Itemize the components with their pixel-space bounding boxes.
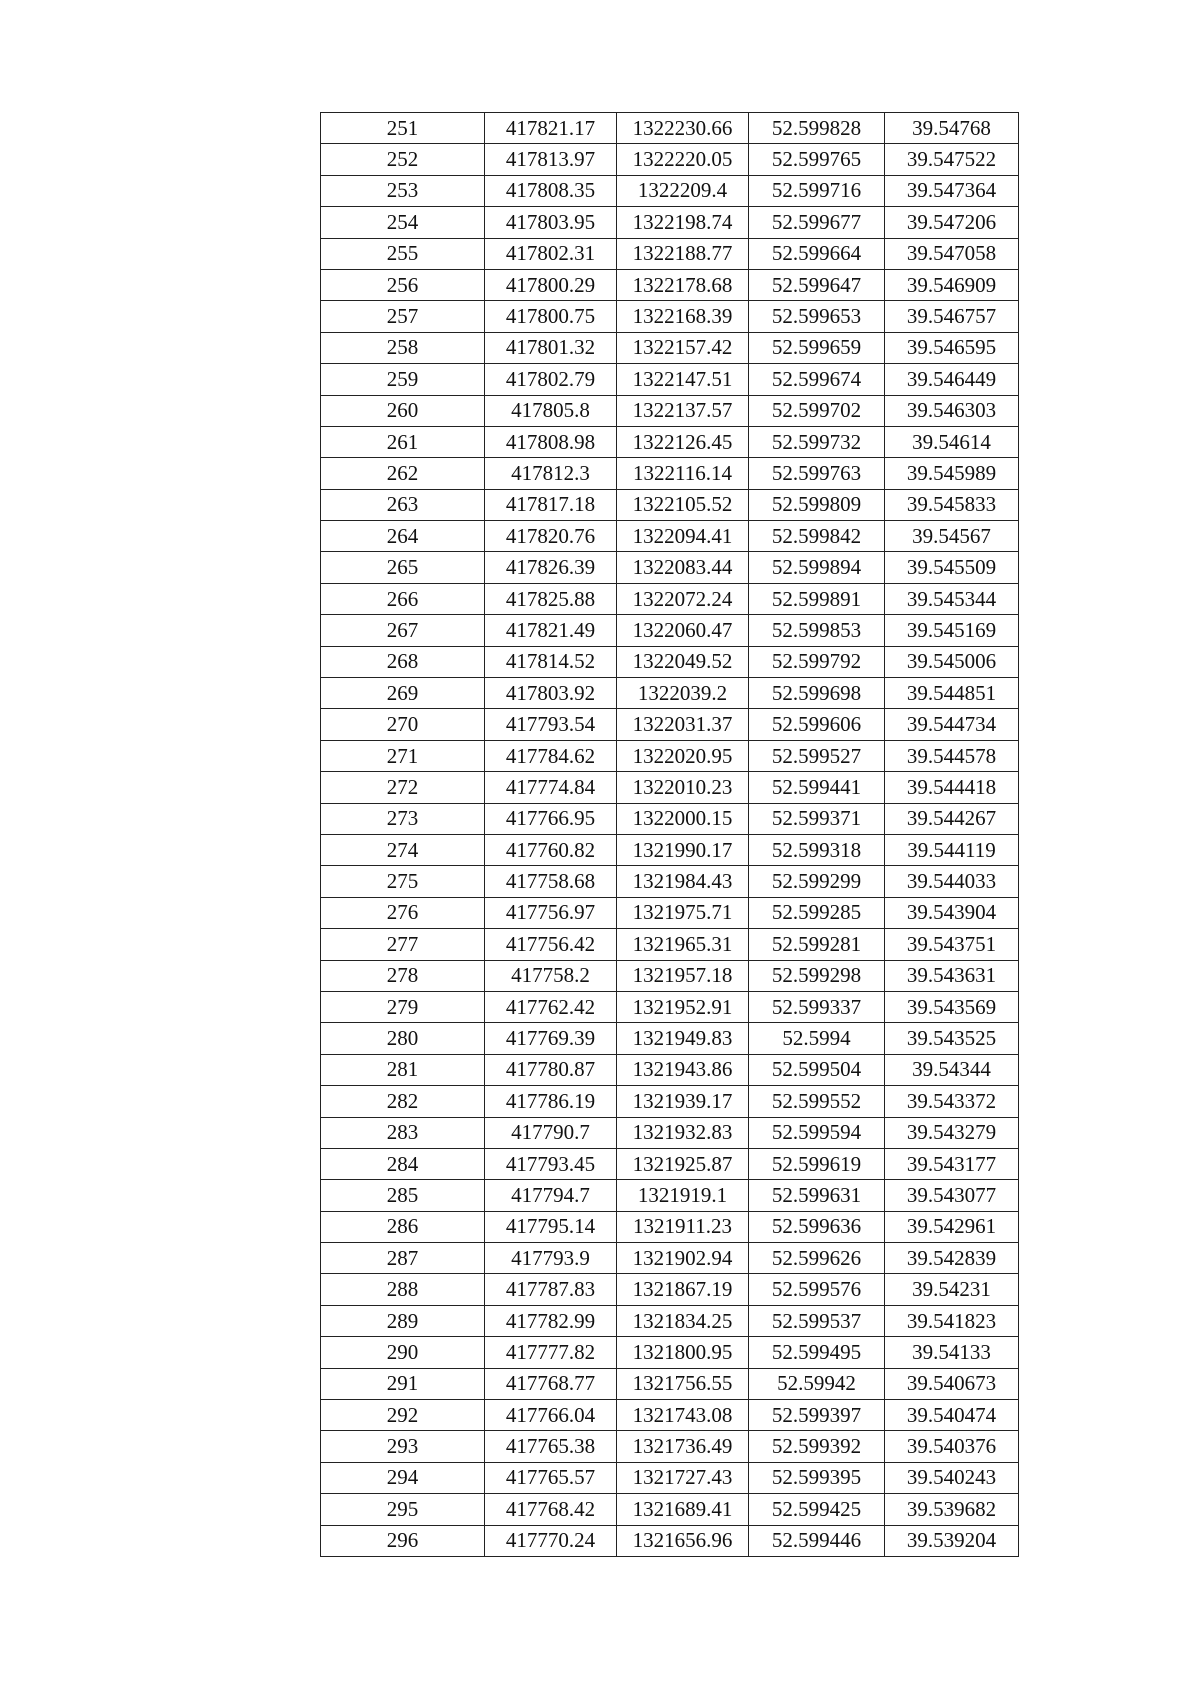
latitude-cell: 52.599576	[749, 1274, 885, 1305]
table-row	[321, 709, 1019, 740]
y-coordinate-cell: 1322220.05	[617, 144, 749, 175]
x-coordinate-cell: 417756.97	[485, 897, 617, 928]
y-coordinate-cell: 1322072.24	[617, 583, 749, 614]
latitude-cell: 52.599765	[749, 144, 885, 175]
y-coordinate-cell: 1322157.42	[617, 332, 749, 363]
x-coordinate-cell: 417794.7	[485, 1180, 617, 1211]
x-coordinate-cell: 417768.42	[485, 1494, 617, 1525]
point-number-cell: 260	[321, 395, 485, 426]
y-coordinate-cell: 1321689.41	[617, 1494, 749, 1525]
x-coordinate-cell: 417793.54	[485, 709, 617, 740]
y-coordinate-cell: 1322137.57	[617, 395, 749, 426]
table-row	[321, 772, 1019, 803]
latitude-cell: 52.599397	[749, 1400, 885, 1431]
x-coordinate-cell: 417758.68	[485, 866, 617, 897]
y-coordinate-cell: 1322168.39	[617, 301, 749, 332]
x-coordinate-cell: 417780.87	[485, 1054, 617, 1085]
point-number-cell: 259	[321, 364, 485, 395]
longitude-cell: 39.543569	[885, 991, 1019, 1022]
longitude-cell: 39.544734	[885, 709, 1019, 740]
table-row	[321, 740, 1019, 771]
longitude-cell: 39.54231	[885, 1274, 1019, 1305]
longitude-cell: 39.544033	[885, 866, 1019, 897]
table-row	[321, 1462, 1019, 1493]
longitude-cell: 39.547206	[885, 207, 1019, 238]
table-row	[321, 1243, 1019, 1274]
y-coordinate-cell: 1321932.83	[617, 1117, 749, 1148]
longitude-cell: 39.547058	[885, 238, 1019, 269]
latitude-cell: 52.59942	[749, 1368, 885, 1399]
longitude-cell: 39.54133	[885, 1337, 1019, 1368]
latitude-cell: 52.599298	[749, 960, 885, 991]
point-number-cell: 272	[321, 772, 485, 803]
longitude-cell: 39.54614	[885, 426, 1019, 457]
table-row	[321, 489, 1019, 520]
longitude-cell: 39.547522	[885, 144, 1019, 175]
table-row	[321, 269, 1019, 300]
x-coordinate-cell: 417808.35	[485, 175, 617, 206]
longitude-cell: 39.542839	[885, 1243, 1019, 1274]
longitude-cell: 39.539682	[885, 1494, 1019, 1525]
y-coordinate-cell: 1321656.96	[617, 1525, 749, 1556]
point-number-cell: 292	[321, 1400, 485, 1431]
y-coordinate-cell: 1321939.17	[617, 1086, 749, 1117]
x-coordinate-cell: 417790.7	[485, 1117, 617, 1148]
longitude-cell: 39.54567	[885, 521, 1019, 552]
table-row	[321, 1023, 1019, 1054]
y-coordinate-cell: 1321975.71	[617, 897, 749, 928]
point-number-cell: 285	[321, 1180, 485, 1211]
point-number-cell: 293	[321, 1431, 485, 1462]
latitude-cell: 52.599299	[749, 866, 885, 897]
longitude-cell: 39.543751	[885, 929, 1019, 960]
longitude-cell: 39.545833	[885, 489, 1019, 520]
table-row	[321, 583, 1019, 614]
longitude-cell: 39.544119	[885, 834, 1019, 865]
point-number-cell: 267	[321, 615, 485, 646]
longitude-cell: 39.544578	[885, 740, 1019, 771]
latitude-cell: 52.599677	[749, 207, 885, 238]
x-coordinate-cell: 417766.95	[485, 803, 617, 834]
latitude-cell: 52.599285	[749, 897, 885, 928]
table-row	[321, 1148, 1019, 1179]
latitude-cell: 52.599495	[749, 1337, 885, 1368]
y-coordinate-cell: 1321949.83	[617, 1023, 749, 1054]
table-row	[321, 521, 1019, 552]
latitude-cell: 52.599527	[749, 740, 885, 771]
y-coordinate-cell: 1321990.17	[617, 834, 749, 865]
latitude-cell: 52.599702	[749, 395, 885, 426]
latitude-cell: 52.599606	[749, 709, 885, 740]
longitude-cell: 39.547364	[885, 175, 1019, 206]
x-coordinate-cell: 417812.3	[485, 458, 617, 489]
x-coordinate-cell: 417774.84	[485, 772, 617, 803]
table-row	[321, 1337, 1019, 1368]
x-coordinate-cell: 417800.29	[485, 269, 617, 300]
x-coordinate-cell: 417805.8	[485, 395, 617, 426]
y-coordinate-cell: 1322020.95	[617, 740, 749, 771]
longitude-cell: 39.543372	[885, 1086, 1019, 1117]
point-number-cell: 254	[321, 207, 485, 238]
longitude-cell: 39.540474	[885, 1400, 1019, 1431]
point-number-cell: 273	[321, 803, 485, 834]
x-coordinate-cell: 417801.32	[485, 332, 617, 363]
table-row	[321, 113, 1019, 144]
longitude-cell: 39.543525	[885, 1023, 1019, 1054]
latitude-cell: 52.599894	[749, 552, 885, 583]
point-number-cell: 256	[321, 269, 485, 300]
longitude-cell: 39.543904	[885, 897, 1019, 928]
x-coordinate-cell: 417808.98	[485, 426, 617, 457]
latitude-cell: 52.5994	[749, 1023, 885, 1054]
latitude-cell: 52.599281	[749, 929, 885, 960]
point-number-cell: 263	[321, 489, 485, 520]
latitude-cell: 52.599626	[749, 1243, 885, 1274]
latitude-cell: 52.599631	[749, 1180, 885, 1211]
point-number-cell: 287	[321, 1243, 485, 1274]
point-number-cell: 274	[321, 834, 485, 865]
y-coordinate-cell: 1322031.37	[617, 709, 749, 740]
y-coordinate-cell: 1321727.43	[617, 1462, 749, 1493]
longitude-cell: 39.545509	[885, 552, 1019, 583]
point-number-cell: 296	[321, 1525, 485, 1556]
point-number-cell: 276	[321, 897, 485, 928]
point-number-cell: 284	[321, 1148, 485, 1179]
longitude-cell: 39.543631	[885, 960, 1019, 991]
longitude-cell: 39.543279	[885, 1117, 1019, 1148]
latitude-cell: 52.599337	[749, 991, 885, 1022]
x-coordinate-cell: 417770.24	[485, 1525, 617, 1556]
x-coordinate-cell: 417802.31	[485, 238, 617, 269]
table-row	[321, 144, 1019, 175]
point-number-cell: 275	[321, 866, 485, 897]
table-row	[321, 991, 1019, 1022]
x-coordinate-cell: 417787.83	[485, 1274, 617, 1305]
latitude-cell: 52.599698	[749, 678, 885, 709]
latitude-cell: 52.599425	[749, 1494, 885, 1525]
x-coordinate-cell: 417825.88	[485, 583, 617, 614]
latitude-cell: 52.599809	[749, 489, 885, 520]
x-coordinate-cell: 417803.95	[485, 207, 617, 238]
point-number-cell: 252	[321, 144, 485, 175]
latitude-cell: 52.599716	[749, 175, 885, 206]
y-coordinate-cell: 1322010.23	[617, 772, 749, 803]
latitude-cell: 52.599891	[749, 583, 885, 614]
latitude-cell: 52.599763	[749, 458, 885, 489]
y-coordinate-cell: 1321867.19	[617, 1274, 749, 1305]
longitude-cell: 39.543077	[885, 1180, 1019, 1211]
longitude-cell: 39.541823	[885, 1305, 1019, 1336]
x-coordinate-cell: 417821.49	[485, 615, 617, 646]
y-coordinate-cell: 1322178.68	[617, 269, 749, 300]
x-coordinate-cell: 417821.17	[485, 113, 617, 144]
latitude-cell: 52.599392	[749, 1431, 885, 1462]
x-coordinate-cell: 417795.14	[485, 1211, 617, 1242]
point-number-cell: 262	[321, 458, 485, 489]
x-coordinate-cell: 417820.76	[485, 521, 617, 552]
latitude-cell: 52.599446	[749, 1525, 885, 1556]
table-row	[321, 364, 1019, 395]
point-number-cell: 288	[321, 1274, 485, 1305]
point-number-cell: 279	[321, 991, 485, 1022]
x-coordinate-cell: 417762.42	[485, 991, 617, 1022]
y-coordinate-cell: 1322230.66	[617, 113, 749, 144]
x-coordinate-cell: 417777.82	[485, 1337, 617, 1368]
table-row	[321, 1086, 1019, 1117]
longitude-cell: 39.544418	[885, 772, 1019, 803]
x-coordinate-cell: 417817.18	[485, 489, 617, 520]
point-number-cell: 278	[321, 960, 485, 991]
x-coordinate-cell: 417766.04	[485, 1400, 617, 1431]
latitude-cell: 52.599619	[749, 1148, 885, 1179]
table-row	[321, 615, 1019, 646]
point-number-cell: 282	[321, 1086, 485, 1117]
x-coordinate-cell: 417782.99	[485, 1305, 617, 1336]
point-number-cell: 251	[321, 113, 485, 144]
x-coordinate-cell: 417793.9	[485, 1243, 617, 1274]
point-number-cell: 261	[321, 426, 485, 457]
point-number-cell: 277	[321, 929, 485, 960]
x-coordinate-cell: 417814.52	[485, 646, 617, 677]
latitude-cell: 52.599659	[749, 332, 885, 363]
latitude-cell: 52.599828	[749, 113, 885, 144]
y-coordinate-cell: 1322039.2	[617, 678, 749, 709]
table-row	[321, 803, 1019, 834]
longitude-cell: 39.539204	[885, 1525, 1019, 1556]
table-row	[321, 1274, 1019, 1305]
table-row	[321, 1117, 1019, 1148]
table-row	[321, 1305, 1019, 1336]
x-coordinate-cell: 417800.75	[485, 301, 617, 332]
latitude-cell: 52.599653	[749, 301, 885, 332]
longitude-cell: 39.546449	[885, 364, 1019, 395]
table-row	[321, 1494, 1019, 1525]
point-number-cell: 286	[321, 1211, 485, 1242]
x-coordinate-cell: 417802.79	[485, 364, 617, 395]
x-coordinate-cell: 417826.39	[485, 552, 617, 583]
x-coordinate-cell: 417784.62	[485, 740, 617, 771]
y-coordinate-cell: 1322147.51	[617, 364, 749, 395]
x-coordinate-cell: 417786.19	[485, 1086, 617, 1117]
y-coordinate-cell: 1322049.52	[617, 646, 749, 677]
point-number-cell: 264	[321, 521, 485, 552]
y-coordinate-cell: 1321902.94	[617, 1243, 749, 1274]
latitude-cell: 52.599441	[749, 772, 885, 803]
longitude-cell: 39.545344	[885, 583, 1019, 614]
table-row	[321, 678, 1019, 709]
point-number-cell: 283	[321, 1117, 485, 1148]
longitude-cell: 39.546303	[885, 395, 1019, 426]
coordinates-table	[320, 112, 1019, 1557]
longitude-cell: 39.545006	[885, 646, 1019, 677]
longitude-cell: 39.545989	[885, 458, 1019, 489]
y-coordinate-cell: 1322198.74	[617, 207, 749, 238]
table-row	[321, 1368, 1019, 1399]
x-coordinate-cell: 417768.77	[485, 1368, 617, 1399]
table-row	[321, 301, 1019, 332]
y-coordinate-cell: 1321984.43	[617, 866, 749, 897]
longitude-cell: 39.542961	[885, 1211, 1019, 1242]
latitude-cell: 52.599853	[749, 615, 885, 646]
x-coordinate-cell: 417760.82	[485, 834, 617, 865]
y-coordinate-cell: 1321736.49	[617, 1431, 749, 1462]
point-number-cell: 269	[321, 678, 485, 709]
x-coordinate-cell: 417803.92	[485, 678, 617, 709]
latitude-cell: 52.599552	[749, 1086, 885, 1117]
table-row	[321, 897, 1019, 928]
point-number-cell: 291	[321, 1368, 485, 1399]
x-coordinate-cell: 417765.57	[485, 1462, 617, 1493]
longitude-cell: 39.546757	[885, 301, 1019, 332]
y-coordinate-cell: 1322060.47	[617, 615, 749, 646]
latitude-cell: 52.599732	[749, 426, 885, 457]
table-row	[321, 834, 1019, 865]
x-coordinate-cell: 417765.38	[485, 1431, 617, 1462]
y-coordinate-cell: 1322188.77	[617, 238, 749, 269]
y-coordinate-cell: 1321743.08	[617, 1400, 749, 1431]
y-coordinate-cell: 1321957.18	[617, 960, 749, 991]
longitude-cell: 39.540673	[885, 1368, 1019, 1399]
longitude-cell: 39.540243	[885, 1462, 1019, 1493]
coordinates-table-body	[321, 113, 1019, 1557]
point-number-cell: 295	[321, 1494, 485, 1525]
longitude-cell: 39.54768	[885, 113, 1019, 144]
latitude-cell: 52.599371	[749, 803, 885, 834]
point-number-cell: 281	[321, 1054, 485, 1085]
y-coordinate-cell: 1321911.23	[617, 1211, 749, 1242]
table-row	[321, 1431, 1019, 1462]
latitude-cell: 52.599537	[749, 1305, 885, 1336]
y-coordinate-cell: 1322105.52	[617, 489, 749, 520]
latitude-cell: 52.599504	[749, 1054, 885, 1085]
point-number-cell: 253	[321, 175, 485, 206]
table-row	[321, 395, 1019, 426]
point-number-cell: 257	[321, 301, 485, 332]
latitude-cell: 52.599674	[749, 364, 885, 395]
latitude-cell: 52.599842	[749, 521, 885, 552]
table-row	[321, 238, 1019, 269]
table-row	[321, 552, 1019, 583]
point-number-cell: 289	[321, 1305, 485, 1336]
y-coordinate-cell: 1321834.25	[617, 1305, 749, 1336]
table-row	[321, 207, 1019, 238]
table-row	[321, 929, 1019, 960]
y-coordinate-cell: 1322000.15	[617, 803, 749, 834]
latitude-cell: 52.599664	[749, 238, 885, 269]
y-coordinate-cell: 1322116.14	[617, 458, 749, 489]
y-coordinate-cell: 1321965.31	[617, 929, 749, 960]
point-number-cell: 294	[321, 1462, 485, 1493]
y-coordinate-cell: 1321952.91	[617, 991, 749, 1022]
x-coordinate-cell: 417758.2	[485, 960, 617, 991]
table-row	[321, 175, 1019, 206]
x-coordinate-cell: 417756.42	[485, 929, 617, 960]
longitude-cell: 39.544267	[885, 803, 1019, 834]
longitude-cell: 39.544851	[885, 678, 1019, 709]
longitude-cell: 39.546595	[885, 332, 1019, 363]
latitude-cell: 52.599792	[749, 646, 885, 677]
table-row	[321, 960, 1019, 991]
latitude-cell: 52.599647	[749, 269, 885, 300]
y-coordinate-cell: 1322083.44	[617, 552, 749, 583]
table-row	[321, 1180, 1019, 1211]
y-coordinate-cell: 1322126.45	[617, 426, 749, 457]
longitude-cell: 39.540376	[885, 1431, 1019, 1462]
point-number-cell: 290	[321, 1337, 485, 1368]
table-row	[321, 332, 1019, 363]
y-coordinate-cell: 1321919.1	[617, 1180, 749, 1211]
y-coordinate-cell: 1321800.95	[617, 1337, 749, 1368]
point-number-cell: 266	[321, 583, 485, 614]
y-coordinate-cell: 1321756.55	[617, 1368, 749, 1399]
y-coordinate-cell: 1321925.87	[617, 1148, 749, 1179]
longitude-cell: 39.546909	[885, 269, 1019, 300]
point-number-cell: 258	[321, 332, 485, 363]
table-row	[321, 1054, 1019, 1085]
latitude-cell: 52.599318	[749, 834, 885, 865]
y-coordinate-cell: 1322209.4	[617, 175, 749, 206]
table-row	[321, 866, 1019, 897]
table-row	[321, 1525, 1019, 1556]
x-coordinate-cell: 417813.97	[485, 144, 617, 175]
point-number-cell: 280	[321, 1023, 485, 1054]
point-number-cell: 265	[321, 552, 485, 583]
x-coordinate-cell: 417769.39	[485, 1023, 617, 1054]
point-number-cell: 268	[321, 646, 485, 677]
table-row	[321, 1400, 1019, 1431]
latitude-cell: 52.599594	[749, 1117, 885, 1148]
longitude-cell: 39.545169	[885, 615, 1019, 646]
table-row	[321, 646, 1019, 677]
table-row	[321, 426, 1019, 457]
table-row	[321, 458, 1019, 489]
point-number-cell: 255	[321, 238, 485, 269]
longitude-cell: 39.54344	[885, 1054, 1019, 1085]
table-row	[321, 1211, 1019, 1242]
x-coordinate-cell: 417793.45	[485, 1148, 617, 1179]
latitude-cell: 52.599395	[749, 1462, 885, 1493]
y-coordinate-cell: 1321943.86	[617, 1054, 749, 1085]
point-number-cell: 270	[321, 709, 485, 740]
y-coordinate-cell: 1322094.41	[617, 521, 749, 552]
point-number-cell: 271	[321, 740, 485, 771]
longitude-cell: 39.543177	[885, 1148, 1019, 1179]
latitude-cell: 52.599636	[749, 1211, 885, 1242]
